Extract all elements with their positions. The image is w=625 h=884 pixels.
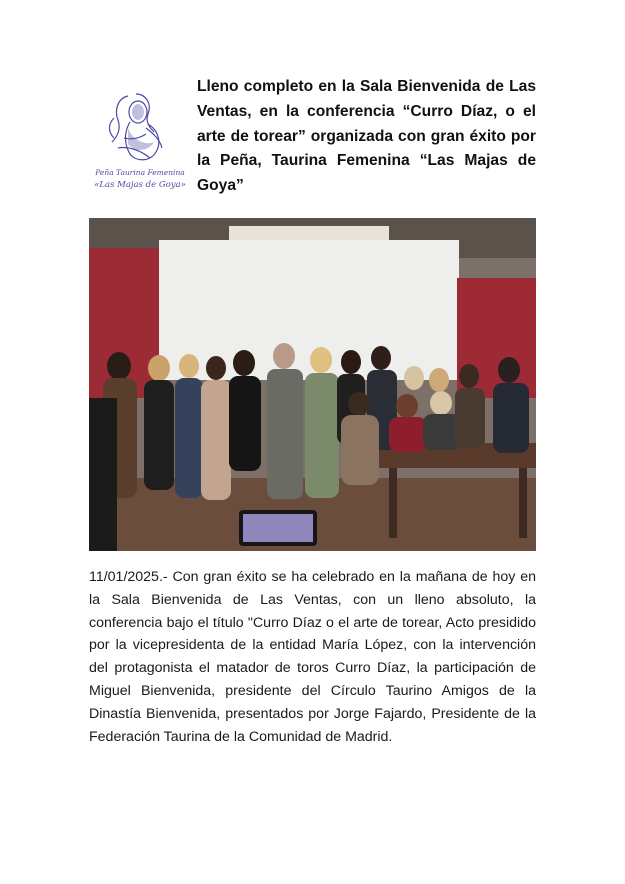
maja-figure-icon [88, 88, 192, 168]
pena-taurina-logo [88, 88, 192, 196]
logo-line-2: «Las Majas de Goya» [94, 180, 186, 190]
logo-line-1: Peña Taurina Femenina [95, 168, 185, 177]
headline: Lleno completo en la Sala Bienvenida de Las Ventas, en la conferencia “Curro Díaz, o el arte de torear” organizada con gran éxito por la Peña, Taurina Femenina “Las Majas de Goya” [197, 78, 536, 195]
event-photo [89, 218, 536, 551]
article-body: 11/01/2025.- Con gran éxito se ha celebrado en la mañana de hoy en la Sala Bienvenida de Las Ventas, con un lleno absoluto, la conferencia bajo el título "Curro Díaz o el arte de torear, Acto presidido por la vicepresidenta de la entidad María López, con la intervención del protagonista el matador de toros Curro Díaz, la participación de Miguel Bienvenida, presidente del Círculo Taurino Amigos de la Dinastía Bienvenida, presentados por Jorge Fajardo, Presidente de la Federación Taurina de la Comunidad de Madrid. [89, 569, 536, 745]
